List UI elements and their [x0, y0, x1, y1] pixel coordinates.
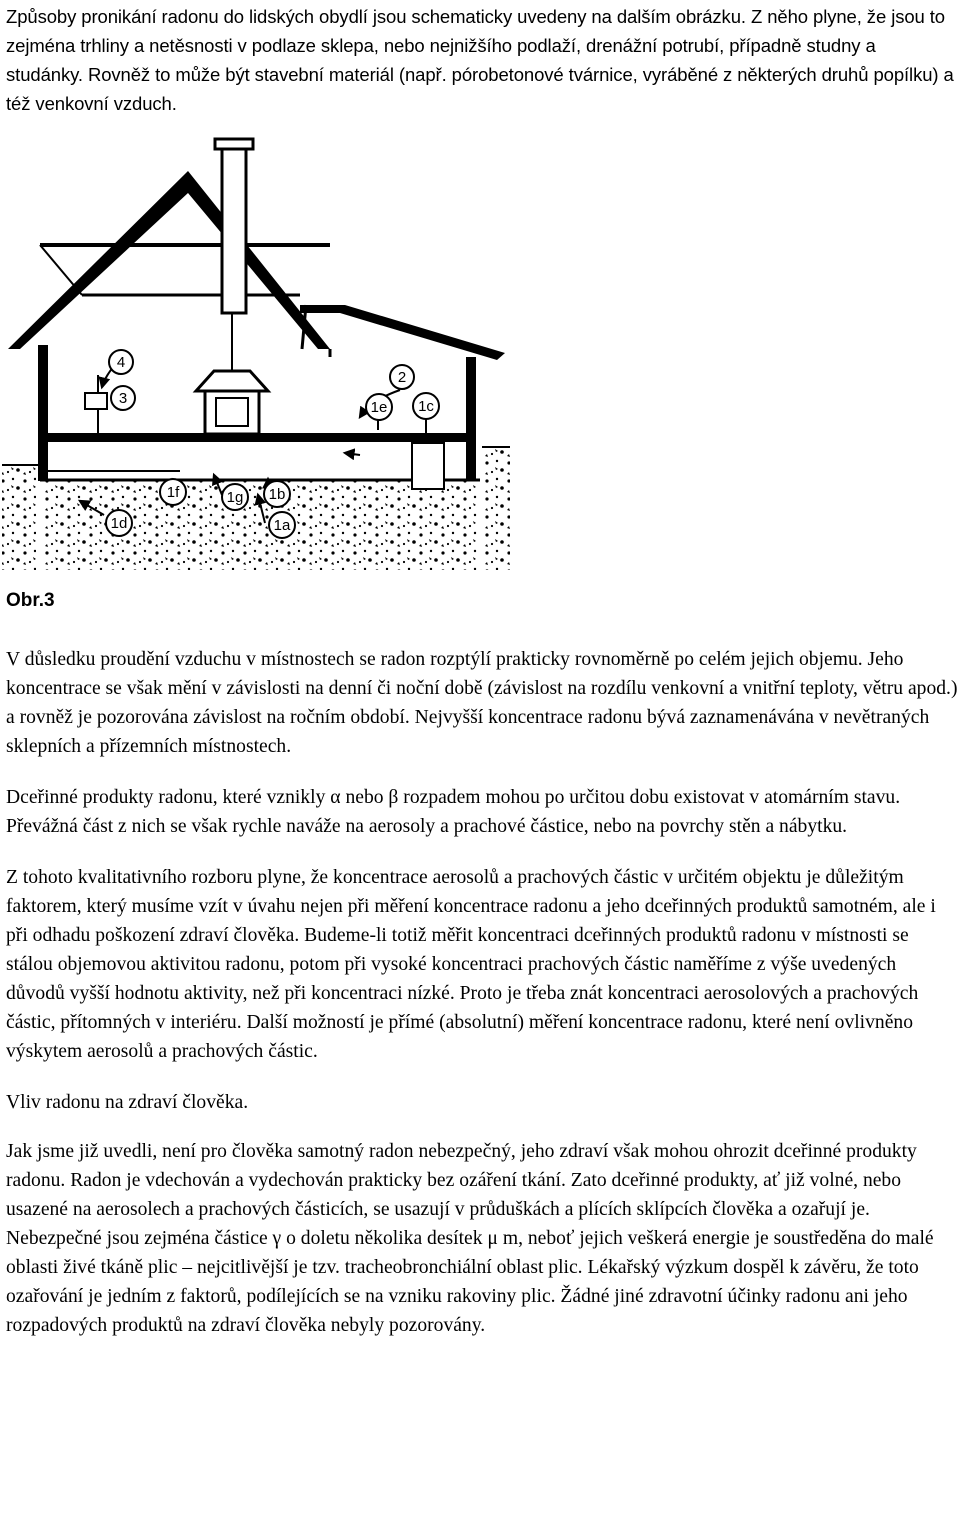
- left-wall: [38, 345, 48, 481]
- chimney: [222, 143, 246, 313]
- label-1a: 1a: [273, 517, 291, 534]
- well-icon: [412, 443, 444, 489]
- main-roof: [8, 171, 330, 349]
- label-1d: 1d: [110, 515, 128, 532]
- figure-caption: Obr.3: [6, 590, 55, 611]
- label-2: 2: [397, 369, 407, 386]
- sink-icon: [85, 393, 107, 409]
- label-1g: 1g: [226, 489, 244, 506]
- house-radon-diagram: [0, 135, 520, 575]
- section-heading-health: Vliv radonu na zdraví člověka.: [6, 1092, 249, 1113]
- intro-text: [6, 2, 956, 118]
- paragraph-health: Jak jsme již uvedli, není pro člověka samotný radon nebezpečný, jeho zdraví však mohou ohrozit dceřinné produkty radonu. Radon je vdechován a vydechován prakticky bez ozáření tkání. Zato dceřinné produkty, ať již volné, nebo usazené na aerosolech a prachových částicích, se usazují v průduškách a plících sklípcích člověka a ozařují je. Nebezpečné jsou zejména částice γ o doletu několika desítek μ m, neboť jejich veškerá energie je soustředěna do malé oblasti živé tkáně plic – nejcitlivější je tzv. tracheobronchiální oblast plic. Lékařský výzkum dospěl k závěru, že toto ozařování je jedním z faktorů, podílejících se na vzniku rakoviny plic. Žádné jiné zdravotní účinky radonu ani jeho rozpadových produktů na zdraví člověka nebyly pozorovány.: [6, 1141, 934, 1336]
- body-text: [6, 645, 958, 1362]
- paragraph-aerosols: Z tohoto kvalitativního rozboru plyne, že koncentrace aerosolů a prachových částic v určitém objektu je důležitým faktorem, který musíme vzít v úvahu nejen při měření koncentrace radonu a jeho dceřinných produktů samotném, ale i při odhadu poškození zdraví člověka. Budeme-li totiž měřit koncentraci dceřinných produktů radonu v místnosti se stálou objemovou aktivitou radonu, potom při vysoké koncentraci prachových částic naměříme z výše uvedených důvodů vyšší hodnotu aktivity, než při koncentraci nízké. Proto je třeba znát koncentraci aerosolových a prachových částic, přítomných v interiéru. Další možností je přímé (absolutní) měření koncentrace radonu, které není ovlivněno výskytem aerosolů a prachových částic.: [6, 867, 936, 1062]
- label-1f: 1f: [166, 484, 180, 501]
- label-1c: 1c: [418, 398, 434, 415]
- soil-right: [484, 447, 510, 570]
- paragraph-daughter-products: Dceřinné produkty radonu, které vznikly α nebo β rozpadem mohou po určitou dobu existovat v atomárním stavu. Převážná část z nich se však rychle naváže na aerosoly a prachové částice, nebo na povrchy stěn a nábytku.: [6, 787, 901, 837]
- label-3: 3: [118, 390, 128, 407]
- label-1b: 1b: [268, 486, 286, 503]
- label-1e: 1e: [370, 399, 388, 416]
- right-wall: [466, 357, 476, 481]
- intro-paragraph: Způsoby pronikání radonu do lidských obydlí jsou schematicky uvedeny na dalším obrázku. Z něho plyne, že jsou to zejména trhliny a netěsnosti v podlaze sklepa, nebo nejnižšího podlaží, drenážní potrubí, případně studny a studánky. Rovněž to může být stavební materiál (např. pórobetonové tvárnice, vyráběné z některých druhů popílku) a též venkovní vzduch.: [6, 6, 954, 114]
- label-4: 4: [116, 354, 126, 371]
- paragraph-concentration: V důsledku proudění vzduchu v místnostech se radon rozptýlí prakticky rovnoměrně po celém jejich objemu. Jeho koncentrace se však mění v závislosti na denní či noční době (závislost na rozdílu venkovní a vnitřní teploty, větru apod.) a rovněž je pozorována závislost na ročním období. Nejvyšší koncentrace radonu bývá zaznamenávána v nevětraných sklepních a přízemních místnostech.: [6, 649, 958, 757]
- soil-left: [2, 465, 36, 570]
